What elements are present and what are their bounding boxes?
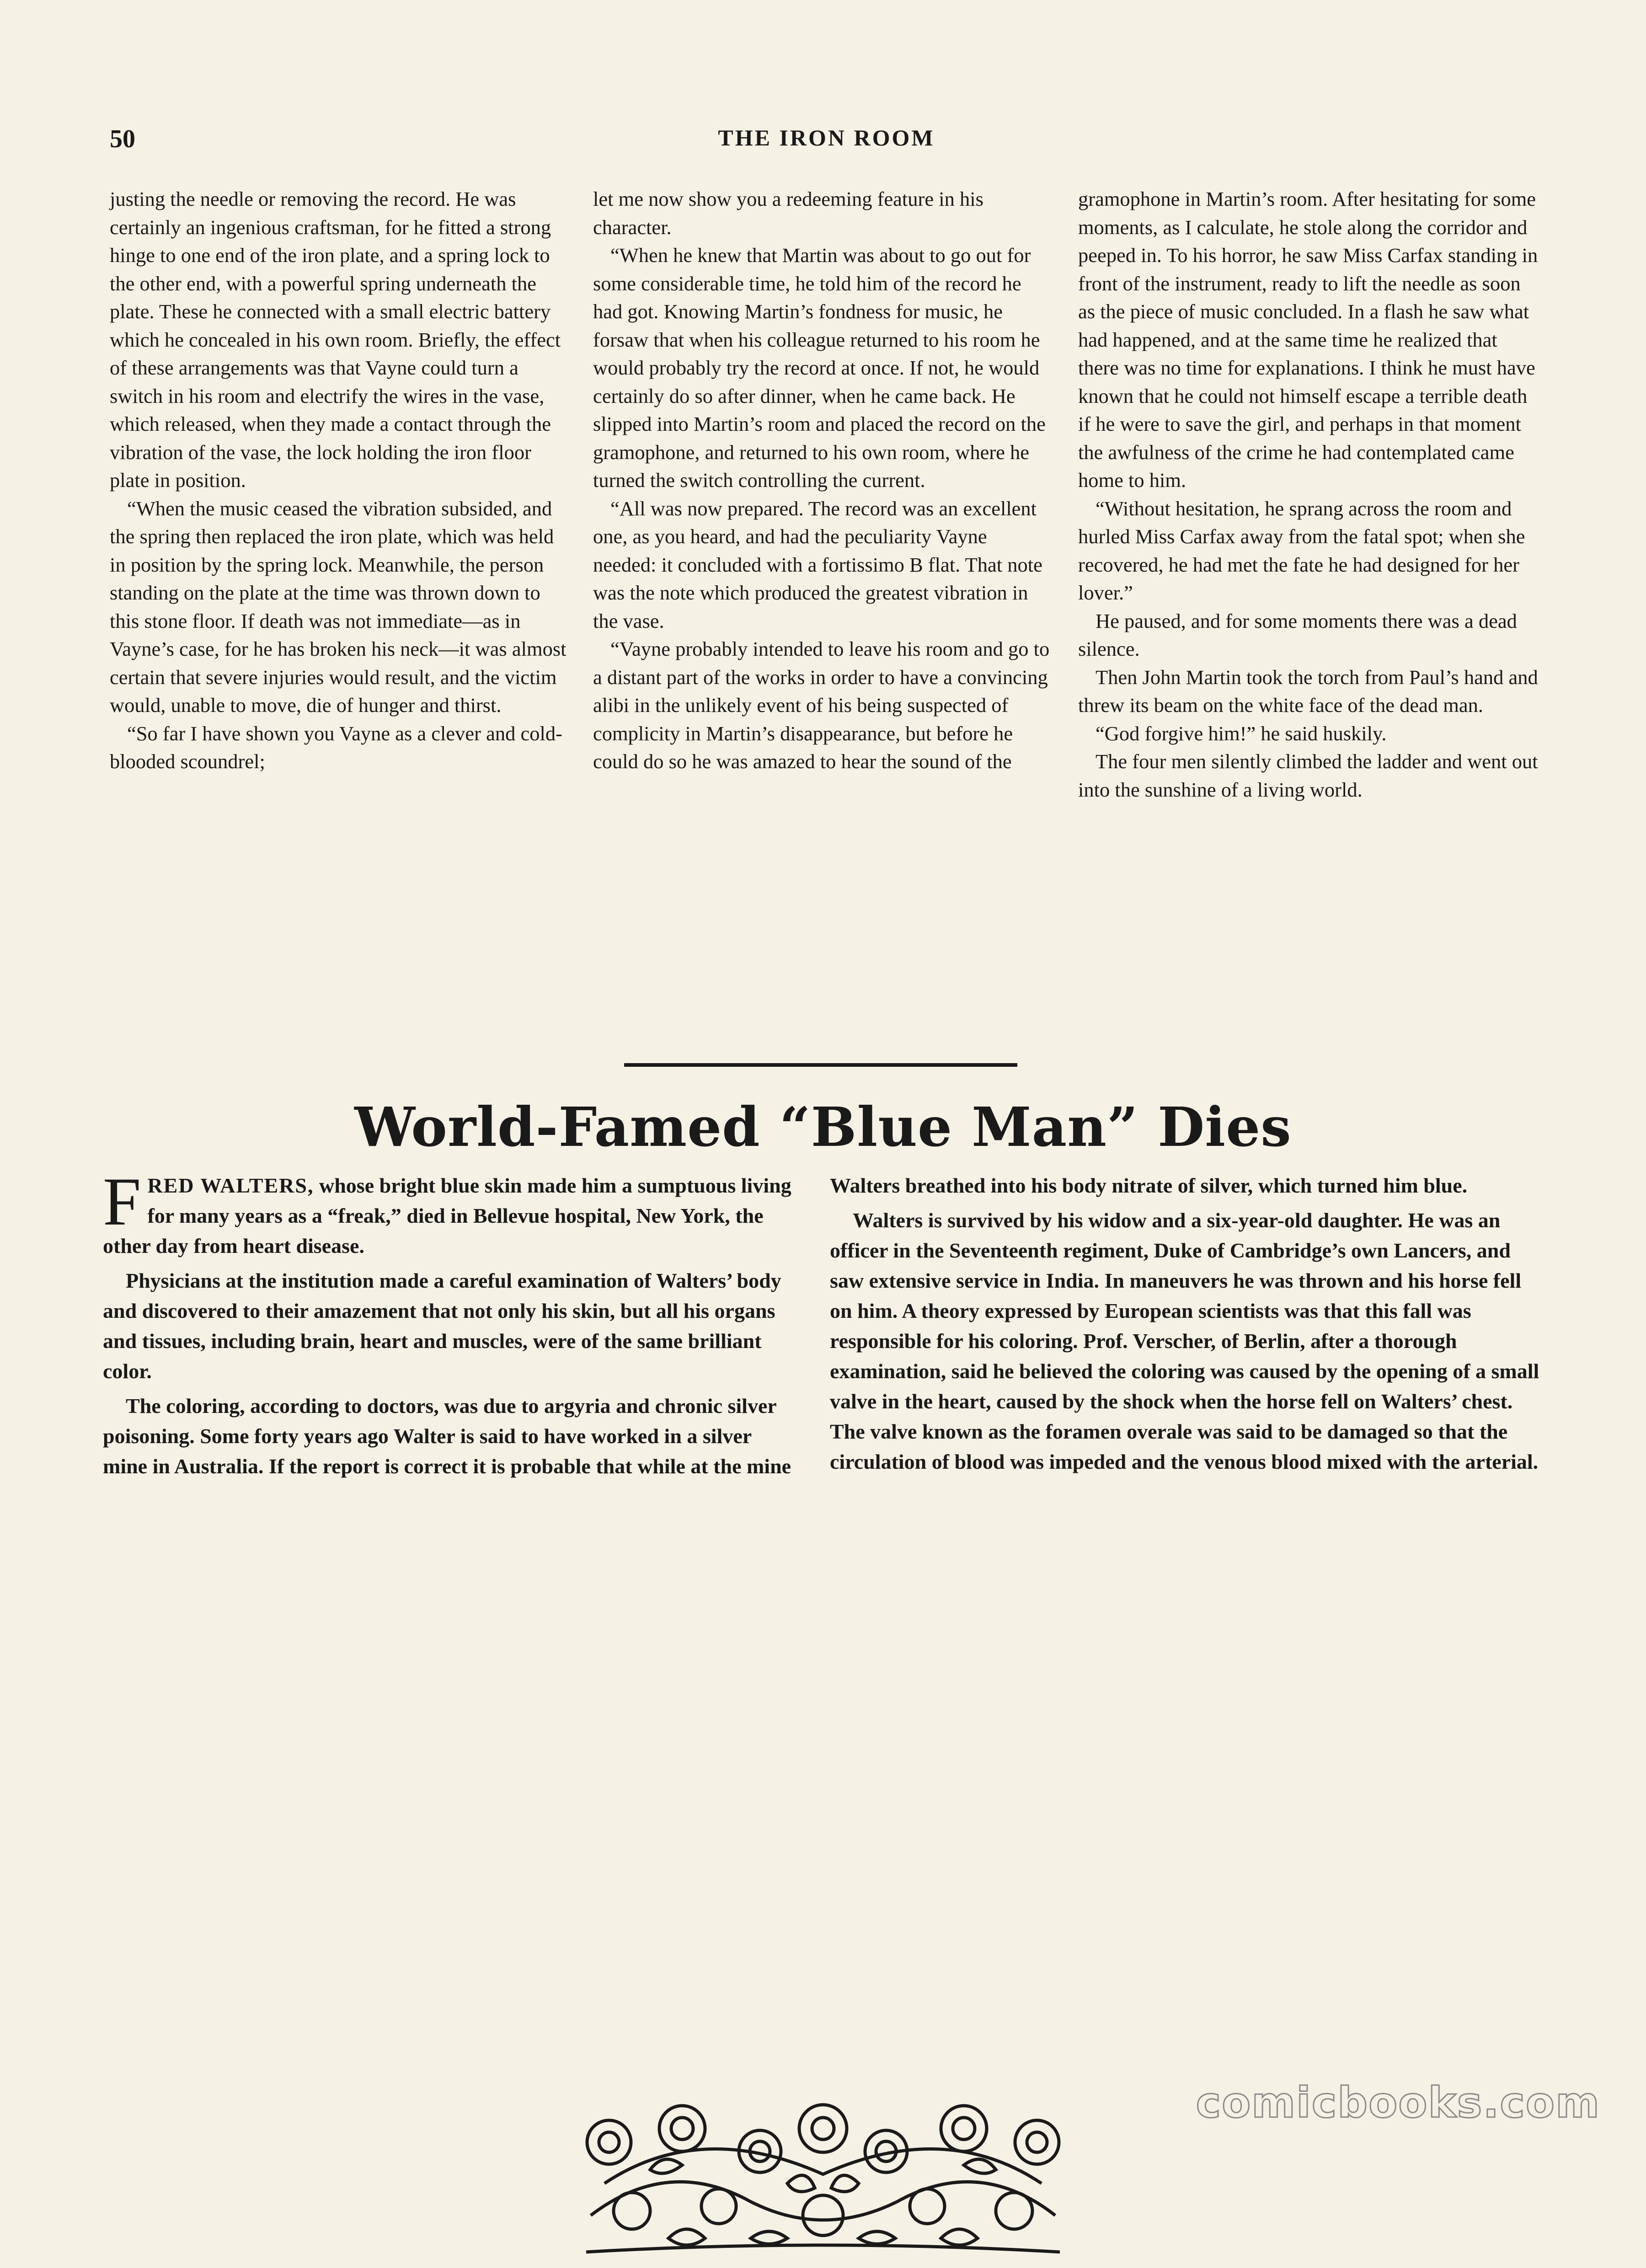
- story-column-2: [593, 185, 1050, 776]
- story-paragraph: “All was now prepared. The record was an excellent one, as you heard, and had the peculiarity Vayne needed: it concluded with a fortissimo B flat. That note was the note which produced the greatest vibration in the vase.: [593, 497, 1042, 632]
- story-paragraph: He paused, and for some moments there was a dead silence.: [1078, 609, 1517, 660]
- article-paragraph: Walters is survived by his widow and a six-year-old daughter. He was an officer in the Seventeenth regiment, Duke of Cambridge’s own Lancers, and saw extensive service in India. In maneuvers he was thrown and his horse fell on him. A theory expressed by European scientists was that this fall was responsible for his coloring. Prof. Verscher, of Berlin, after a thorough examination, said he believed the coloring was caused by the opening of a small valve in the heart, caused by the shock when the horse fell on Walters’ chest. The valve known as the foramen overale was said to be damaged so that the circulation of blood was impeded and the venous blood mixed with the arterial.: [830, 1209, 1539, 1473]
- story-paragraph: “God forgive him!” he said huskily.: [1096, 722, 1387, 745]
- story-paragraph: Then John Martin took the torch from Paul’s hand and threw its beam on the white face of the dead man.: [1078, 665, 1538, 717]
- page-number: 50: [110, 125, 135, 153]
- article-paragraph: The coloring, according to doctors, was due to argyria and chronic silver poisoning. Some forty years ago Walter is said to have worked in a silver mine in Australia. If the report is correct it is probable that while at the mine: [103, 1394, 791, 1478]
- lead-name: RED WALTERS,: [147, 1174, 314, 1197]
- drop-cap: F: [103, 1164, 141, 1240]
- article-paragraph: Physicians at the institution made a careful examination of Walters’ body and discovered to their amazement that not only his skin, but all his organs and tissues, including brain, heart and muscles, were of the same brilliant color.: [103, 1269, 781, 1383]
- page-header: [110, 124, 1543, 161]
- story-column-1: [110, 185, 567, 776]
- lead-text: whose bright blue skin made him a sumptuous living for many years as a “freak,” died in Bellevue hospital, New York, the other day from heart disease.: [103, 1174, 791, 1257]
- floral-ornament-icon: [577, 2101, 1069, 2266]
- story-paragraph: “Without hesitation, he sprang across the room and hurled Miss Carfax away from the fatal spot; when she recovered, he had met the fate he had designed for her lover.”: [1078, 497, 1525, 604]
- story-paragraph: The four men silently climbed the ladder and went out into the sunshine of a living world.: [1078, 750, 1538, 801]
- article-paragraph: Walters breathed into his body nitrate of silver, which turned him blue.: [830, 1174, 1468, 1197]
- watermark-text: comicbooks.com: [1196, 2078, 1600, 2127]
- section-divider: [624, 1063, 1017, 1067]
- article-lead-paragraph: [103, 1164, 800, 1261]
- story-paragraph: “When he knew that Martin was about to go out for some considerable time, he told him of the record he had got. Knowing Martin’s fondness for music, he forsaw that when his colleague returned to his room he would probably try the record at once. If not, he would certainly do so after dinner, when he came back. He slipped into Martin’s room and placed the record on the gramophone, and returned to his own room, where he turned the switch controlling the current.: [593, 244, 1046, 492]
- article-column-1: [103, 1164, 800, 1486]
- story-paragraph: let me now show you a redeeming feature in his character.: [593, 187, 983, 239]
- story-paragraph: “When the music ceased the vibration subsided, and the spring then replaced the iron plate, which was held in position by the spring lock. Meanwhile, the person standing on the plate at the time was thrown down to this stone floor. If death was not immediate—as in Vayne’s case, for he has broken his neck—it was almost certain that severe injuries would result, and the victim would, unable to move, die of hunger and thirst.: [110, 497, 566, 717]
- article-column-2: [830, 1171, 1541, 1482]
- story-column-3: [1078, 185, 1541, 804]
- running-head: THE IRON ROOM: [718, 125, 935, 150]
- story-paragraph: “Vayne probably intended to leave his room and go to a distant part of the works in order to have a convincing alibi in the unlikely event of his being suspected of complicity in Martin’s disappearance, but before he could do so he was amazed to hear the sound of the: [593, 637, 1050, 773]
- story-paragraph: “So far I have shown you Vayne as a clever and cold-blooded scoundrel;: [110, 722, 562, 773]
- story-paragraph: gramophone in Martin’s room. After hesitating for some moments, as I calculate, he stole along the corridor and peeped in. To his horror, he saw Miss Carfax standing in front of the instrument, ready to lift the needle as soon as the piece of music concluded. In a flash he saw what had happened, and at the same time he realized that there was no time for explanations. I think he must have known that he could not himself escape a terrible death if he were to save the girl, and perhaps in that moment the awfulness of the crime he had contemplated came home to him.: [1078, 187, 1538, 492]
- story-paragraph: justing the needle or removing the record. He was certainly an ingenious craftsman, for he fitted a strong hinge to one end of the iron plate, and a spring lock to the other end, with a powerful spring underneath the plate. These he connected with a small electric battery which he concealed in his own room. Briefly, the effect of these arrangements was that Vayne could turn a switch in his room and electrify the wires in the vase, which released, when they made a contact through the vibration of the vase, the lock holding the iron floor plate in position.: [110, 187, 561, 492]
- article-title: World-Famed “Blue Man” Dies: [354, 1095, 1292, 1159]
